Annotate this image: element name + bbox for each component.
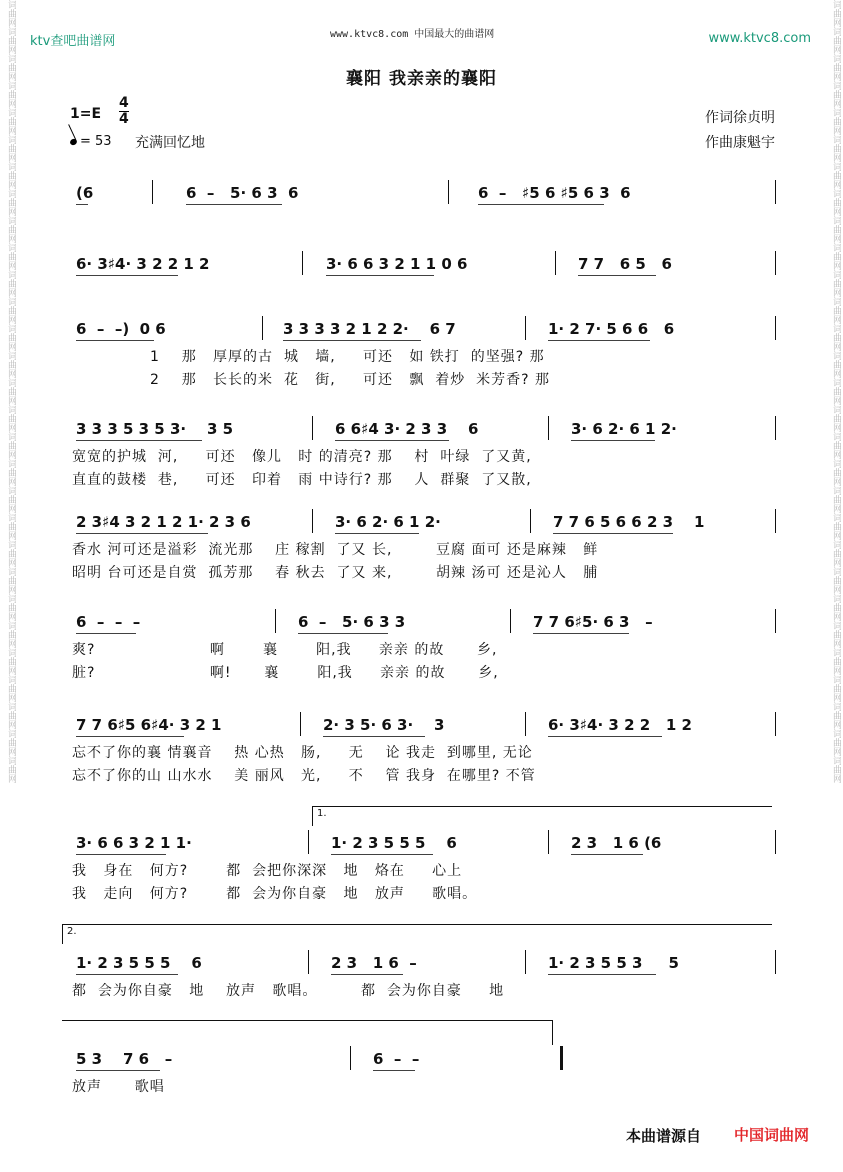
lyric-line-2: 2 那 长长的米 花 街, 可还 飘 着炒 米芳香? 那 (150, 372, 551, 388)
barline (510, 609, 511, 633)
measure-notes: 3 3 3 3 2 1 2 2· 6 7 (283, 320, 456, 338)
volta-1-hook (312, 806, 313, 826)
barline (262, 316, 263, 340)
page-title: 襄阳 我亲亲的襄阳 (346, 69, 497, 89)
measure-notes: 7 7 6♯5· 6 3 – (533, 613, 653, 631)
beam-line (373, 1070, 415, 1071)
beam-line (548, 736, 662, 737)
volta-2-hook (62, 924, 63, 944)
measure-notes: 1· 2 3 5 5 5 6 (331, 834, 457, 852)
measure-notes: 2· 3 5· 6 3· 3 (323, 716, 445, 734)
beam-line (76, 440, 202, 441)
barline (530, 509, 531, 533)
measure-notes: 1· 2 7· 5 6 6 6 (548, 320, 675, 338)
measure-notes: 6 – 5· 6 3 6 (186, 184, 299, 202)
lyric-line-1: 忘不了你的襄 情襄音 热 心热 肠, 无 论 我走 到哪里, 无论 (72, 745, 533, 761)
barline (275, 609, 276, 633)
measure-notes: 2 3♯4 3 2 1 2 1· 2 3 6 (76, 513, 251, 531)
measure-notes: 6· 3♯4· 3 2 2 1 2 (76, 255, 210, 273)
lyric-line-2: 昭明 台可还是自赏 孤芳那 春 秋去 了又 来, 胡辣 汤可 还是沁人 脯 (72, 565, 599, 581)
lyric-line-2: 我 走向 何方? 都 会为你自豪 地 放声 歌唱。 (72, 886, 478, 902)
beam-line (76, 854, 166, 855)
volta-2-end-hook (552, 1020, 553, 1045)
barline (308, 830, 309, 854)
measure-notes: (6 (76, 184, 94, 202)
lyric-line-1: 都 会为你自豪 地 放声 歌唱。 都 会为你自豪 地 (72, 983, 505, 999)
measure-notes: 3· 6 2· 6 1 2· (335, 513, 441, 531)
measure-notes: 2 3 1 6 (6 (571, 834, 662, 852)
side-watermark-left: 词曲网词曲网词曲网词曲网词曲网词曲网词曲网词曲网词曲网词曲网词曲网词曲网词曲网词曲网词曲网词曲网词曲网词曲网词曲网词曲网词曲网词曲网词曲网词曲网词曲网词曲网词曲网词曲网词曲网 (6, 0, 16, 783)
lyric-line-1: 爽? 啊 襄 阳,我 亲亲 的故 乡, (72, 642, 498, 658)
time-bottom: 4 (119, 111, 129, 127)
beam-line (298, 633, 388, 634)
lyric-line-1: 我 身在 何方? 都 会把你深深 地 烙在 心上 (72, 863, 463, 879)
barline (548, 830, 549, 854)
beam-line (578, 275, 656, 276)
lyric-line-1: 1 那 厚厚的古 城 墙, 可还 如 铁打 的坚强? 那 (150, 349, 545, 365)
volta-2-line (62, 924, 772, 925)
header-center-text: www.ktvc8.com 中国最大的曲谱网 (330, 29, 495, 40)
volta-1-label: 1. (317, 808, 327, 819)
beam-line (326, 275, 434, 276)
quarter-note-icon (69, 138, 78, 146)
barline (560, 1046, 563, 1070)
beam-line (548, 974, 656, 975)
barline (152, 180, 153, 204)
measure-notes: 6 6♯4 3· 2 3 3 6 (335, 420, 479, 438)
measure-notes: 1· 2 3 5 5 3 5 (548, 954, 679, 972)
measure-notes: 6 – –) 0 6 (76, 320, 166, 338)
barline (300, 712, 301, 736)
barline (448, 180, 449, 204)
side-watermark-right: 词曲网词曲网词曲网词曲网词曲网词曲网词曲网词曲网词曲网词曲网词曲网词曲网词曲网词曲网词曲网词曲网词曲网词曲网词曲网词曲网词曲网词曲网词曲网词曲网词曲网词曲网词曲网词曲网词曲网 (831, 0, 841, 783)
measure-notes: 3· 6 6 3 2 1 1· (76, 834, 192, 852)
measure-notes: 6· 3♯4· 3 2 2 1 2 (548, 716, 692, 734)
key-signature: 1=E (70, 106, 102, 122)
barline (775, 251, 776, 275)
beam-line (478, 204, 604, 205)
beam-line (335, 533, 419, 534)
beam-line (571, 440, 655, 441)
beam-line (76, 974, 178, 975)
time-top: 4 (119, 95, 129, 111)
beam-line (548, 340, 650, 341)
lyric-line-1: 宽宽的护城 河, 可还 像儿 时 的清亮? 那 村 叶绿 了又黄, (72, 449, 532, 465)
beam-line (571, 854, 643, 855)
barline (525, 316, 526, 340)
measure-notes: 3 3 3 5 3 5 3· 3 5 (76, 420, 234, 438)
lyric-line-2: 忘不了你的山 山水水 美 丽风 光, 不 管 我身 在哪里? 不管 (72, 768, 536, 784)
barline (548, 416, 549, 440)
beam-line (76, 1070, 160, 1071)
beam-line (76, 204, 88, 205)
lyric-line-2: 直直的鼓楼 巷, 可还 印着 雨 中诗行? 那 人 群聚 了又散, (72, 472, 532, 488)
composer-credit: 作曲康魁宇 (705, 135, 775, 151)
beam-line (533, 633, 629, 634)
beam-line (331, 854, 433, 855)
beam-line (76, 533, 208, 534)
beam-line (331, 974, 403, 975)
measure-notes: 3· 6 6 3 2 1 1 0 6 (326, 255, 468, 273)
barline (350, 1046, 351, 1070)
measure-notes: 6 – ♯5 6 ♯5 6 3 6 (478, 184, 631, 202)
barline (525, 950, 526, 974)
barline (775, 316, 776, 340)
barline (775, 609, 776, 633)
measure-notes: 3· 6 2· 6 1 2· (571, 420, 677, 438)
barline (525, 712, 526, 736)
barline (775, 830, 776, 854)
beam-line (553, 533, 673, 534)
barline (302, 251, 303, 275)
beam-line (335, 440, 449, 441)
measure-notes: 6 – 5· 6 3 3 (298, 613, 406, 631)
header-right-link[interactable]: www.ktvc8.com (708, 31, 811, 46)
footer-source-label: 本曲谱源自 (625, 1127, 701, 1145)
barline (775, 950, 776, 974)
beam-line (76, 633, 136, 634)
barline (555, 251, 556, 275)
beam-line (76, 736, 184, 737)
footer-source-site[interactable]: 中国词曲网 (733, 1126, 809, 1144)
beam-line (186, 204, 282, 205)
barline (312, 416, 313, 440)
volta-2-continuation-line (62, 1020, 552, 1021)
tempo-marking (70, 134, 112, 149)
beam-line (76, 340, 154, 341)
beam-line (323, 736, 425, 737)
measure-notes: 7 7 6♯5 6♯4· 3 2 1 (76, 716, 222, 734)
barline (312, 509, 313, 533)
expression-mark: 充满回忆地 (135, 135, 205, 151)
measure-notes: 6 – – – (76, 613, 141, 631)
volta-1-line (312, 806, 772, 807)
barline (775, 509, 776, 533)
lyricist-credit: 作词徐贞明 (705, 110, 775, 126)
beam-line (76, 275, 178, 276)
lyric-line-1: 放声 歌唱 (72, 1079, 165, 1095)
lyric-line-2: 脏? 啊! 襄 阳,我 亲亲 的故 乡, (72, 665, 499, 681)
tempo-value: = 53 (80, 134, 112, 149)
volta-2-label: 2. (67, 926, 77, 937)
barline (775, 416, 776, 440)
header-left-link[interactable]: ktv查吧曲谱网 (30, 34, 116, 49)
lyric-line-1: 香水 河可还是溢彩 流光那 庄 稼割 了又 长, 豆腐 面可 还是麻辣 鲜 (72, 542, 599, 558)
measure-notes: 6 – – (373, 1050, 420, 1068)
barline (775, 180, 776, 204)
beam-line (283, 340, 421, 341)
measure-notes: 5 3 7 6 – (76, 1050, 173, 1068)
measure-notes: 7 7 6 5 6 6 2 3 1 (553, 513, 705, 531)
measure-notes: 1· 2 3 5 5 5 6 (76, 954, 202, 972)
measure-notes: 2 3 1 6 – (331, 954, 417, 972)
time-signature (119, 96, 129, 127)
barline (775, 712, 776, 736)
measure-notes: 7 7 6 5 6 (578, 255, 672, 273)
barline (308, 950, 309, 974)
